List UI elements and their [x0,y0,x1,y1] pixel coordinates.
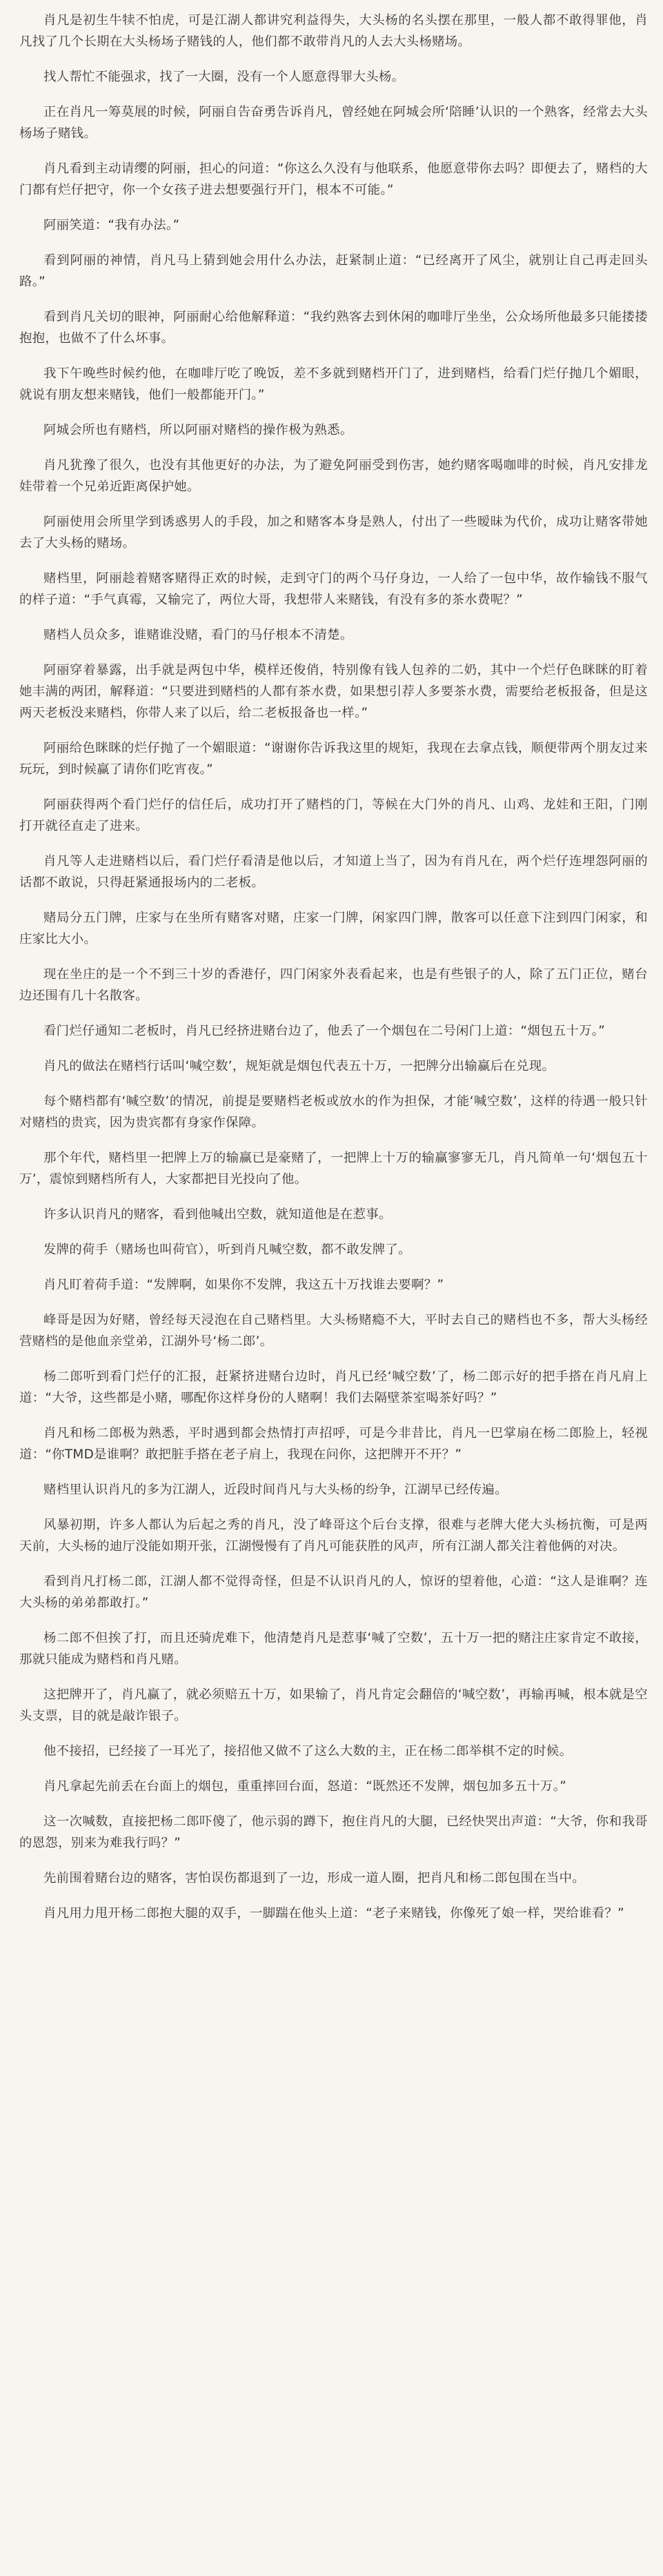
article-paragraph: 杨二郎听到看门烂仔的汇报，赶紧挤进赌台边时，肖凡已经‘喊空数’了，杨二郎示好的把手搭在肖凡肩上道：“大爷，这些都是小赌，哪配你这样身份的人赌啊！我们去隔壁茶室喝茶好吗？” [19,1369,648,1405]
article-paragraph: 这把牌开了，肖凡赢了，就必须赔五十万，如果输了，肖凡肯定会翻倍的‘喊空数’，再输再喊，根本就是空头支票，目的就是敲诈银子。 [19,1687,648,1723]
paragraph-gap [19,52,648,66]
paragraph-gap [19,1190,648,1204]
article-paragraph: 发牌的荷手（赌场也叫荷官），听到肖凡喊空数，都不敢发牌了。 [43,1242,411,1257]
paragraph-gap [19,724,648,737]
article-paragraph: 肖凡用力甩开杨二郎抱大腿的双手，一脚踹在他头上道：“老子来赌钱，你像死了娘一样，哭给谁看？” [43,1906,624,1921]
paragraph-gap [19,1797,648,1811]
article-paragraph: 找人帮忙不能强求，找了一大圈，没有一个人愿意得罪大头杨。 [43,70,405,84]
paragraph-gap [19,837,648,851]
article-paragraph: 肖凡是初生牛犊不怕虎，可是江湖人都讲究利益得失，大头杨的名头摆在那里，一般人都不敢得罪他，肖凡找了几个长期在大头杨场子赌钱的人，他们都不敢带肖凡的人去大头杨赌场。 [19,13,648,49]
article-paragraph: 杨二郎不但挨了打，而且还骑虎难下，他清楚肖凡是惹事‘喊了空数’，五十万一把的赌注庄家肯定不敢接，那就只能成为赌档和肖凡赌。 [19,1631,648,1667]
article-paragraph: 阿丽获得两个看门烂仔的信任后，成功打开了赌档的门，等候在大门外的肖凡、山鸡、龙娃和王阳，门刚打开就径直走了进来。 [19,797,648,833]
article-paragraph: 赌档人员众多，谁赌谁没赌，看门的马仔根本不清楚。 [43,628,353,642]
paragraph-gap [19,236,648,250]
paragraph-gap [19,406,648,419]
paragraph-gap [19,554,648,568]
article-paragraph: 看到阿丽的神情，肖凡马上猜到她会用什么办法，赶紧制止道：“已经离开了风尘，就别让自己再走回头路。” [19,253,648,289]
paragraph-gap [19,1133,648,1147]
article-paragraph: 看门烂仔通知二老板时，肖凡已经挤进赌台边了，他丢了一个烟包在二号闲门上道：“烟包五十万。” [43,1024,606,1038]
paragraph-gap [19,441,648,455]
article-paragraph: 肖凡犹豫了很久，也没有其他更好的办法，为了避免阿丽受到伤害，她约赌客喝咖啡的时候，肖凡安排龙娃带着一个兄弟近距离保护她。 [19,458,648,494]
paragraph-gap [19,780,648,794]
article-paragraph: 肖凡盯着荷手道：“发牌啊，如果你不发牌，我这五十万找谁去要啊？” [43,1278,444,1292]
top-gap [19,0,648,10]
article-paragraph: 峰哥是因为好赌，曾经每天浸泡在自己赌档里。大头杨赌瘾不大，平时去自己的赌档也不多，帮大头杨经营赌档的是他血亲堂弟，江湖外号‘杨二郎’。 [19,1313,648,1349]
article-paragraph: 肖凡看到主动请缨的阿丽，担心的问道：“你这么久没有与他联系，他愿意带你去吗？即便去了，赌档的大门都有烂仔把守，你一个女孩子进去想要强行开门，根本不可能。” [19,161,648,197]
article-paragraph: 阿丽使用会所里学到诱惑男人的手段，加之和赌客本身是熟人，付出了一些暧昧为代价，成功让赌客带她去了大头杨的赌场。 [19,515,648,551]
article-paragraph: 看到肖凡打杨二郎，江湖人都不觉得奇怪，但是不认识肖凡的人，惊讶的望着他，心道：“这人是谁啊？连大头杨的弟弟都敢打。” [19,1574,648,1610]
article-paragraph: 先前围着赌台边的赌客，害怕误伤都退到了一边，形成一道人圈，把肖凡和杨二郎包围在当中。 [43,1871,585,1885]
paragraph-gap [19,950,648,964]
paragraph-gap [19,1465,648,1479]
paragraph-gap [19,1614,648,1627]
paragraph-gap [19,1409,648,1423]
paragraph-gap [19,1260,648,1274]
paragraph-gap [19,1007,648,1020]
paragraph-gap [19,144,648,158]
paragraph-gap [19,1854,648,1867]
article-paragraph: 肖凡等人走进赌档以后，看门烂仔看清是他以后，才知道上当了，因为有肖凡在，两个烂仔连埋怨阿丽的话都不敢说，只得赶紧通报场内的二老板。 [19,854,648,890]
paragraph-gap [19,1557,648,1571]
paragraph-gap [19,1889,648,1903]
paragraph-gap [19,1727,648,1741]
article-paragraph: 肖凡拿起先前丢在台面上的烟包，重重摔回台面，怒道：“既然还不发牌，烟包加多五十万。” [43,1779,567,1794]
article-paragraph: 赌局分五门牌，庄家与在坐所有赌客对赌，庄家一门牌，闲家四门牌，散客可以任意下注到四门闲家，和庄家比大小。 [19,911,648,947]
paragraph-gap [19,611,648,624]
paragraph-gap [19,646,648,660]
article-paragraph: 赌档里认识肖凡的多为江湖人，近段时间肖凡与大头杨的纷争，江湖早已经传遍。 [43,1483,508,1497]
paragraph-gap [19,1042,648,1056]
article-paragraph: 肖凡的做法在赌档行话叫‘喊空数’，规矩就是烟包代表五十万，一把牌分出输赢后在兑现。 [43,1059,555,1073]
article-paragraph: 阿丽穿着暴露，出手就是两包中华，模样还俊俏，特别像有钱人包养的二奶，其中一个烂仔色眯眯的盯着她丰满的两团，解释道：“只要进到赌档的人都有茶水费，如果想引荐人多要茶水费，需要给老板报备，但是这两天老板没来赌档，你带人来了以后，给二老板报备也一样。” [19,663,648,720]
paragraph-gap [19,1500,648,1514]
paragraph-gap [19,1762,648,1776]
paragraph-gap [19,349,648,363]
article-paragraph: 阿丽给色眯眯的烂仔抛了一个媚眼道：“谢谢你告诉我这里的规矩，我现在去拿点钱，顺便带两个朋友过来玩玩，到时候赢了请你们吃宵夜。” [19,741,648,777]
paragraph-gap [19,1225,648,1239]
article-paragraph: 阿城会所也有赌档，所以阿丽对赌档的操作极为熟悉。 [43,423,353,437]
article-paragraph: 我下午晚些时候约他，在咖啡厅吃了晚饭，差不多就到赌档开门了，进到赌档，给看门烂仔抛几个媚眼，就说有朋友想来赌钱，他们一般都能开门。” [19,366,648,402]
article-paragraph: 那个年代，赌档里一把牌上万的输赢已是豪赌了，一把牌上十万的输赢寥寥无几，肖凡简单一句‘烟包五十万’，震惊到赌档所有人，大家都把目光投向了他。 [19,1151,648,1187]
paragraph-gap [19,88,648,101]
article-paragraph: 许多认识肖凡的赌客，看到他喊出空数，就知道他是在惹事。 [43,1207,392,1222]
article-paragraph: 肖凡和杨二郎极为熟悉，平时遇到都会热情打声招呼，可是今非昔比，肖凡一巴掌扇在杨二郎脸上，轻视道：“你TMD是谁啊？敢把脏手搭在老子肩上，我现在问你，这把牌开不开？” [19,1426,648,1462]
article-body [19,0,648,1924]
paragraph-gap [19,1077,648,1091]
paragraph-gap [19,1352,648,1366]
article-paragraph: 这一次喊数，直接把杨二郎吓傻了，他示弱的蹲下，抱住肖凡的大腿，已经快哭出声道：“大爷，你和我哥的恩怨，别来为难我行吗？” [19,1814,648,1850]
paragraph-gap [19,1670,648,1684]
article-paragraph: 正在肖凡一筹莫展的时候，阿丽自告奋勇告诉肖凡，曾经她在阿城会所‘陪睡’认识的一个熟客，经常去大头杨场子赌钱。 [19,105,648,141]
article-paragraph: 现在坐庄的是一个不到三十岁的香港仔，四门闲家外表看起来，也是有些银子的人，除了五门正位，赌台边还围有几十名散客。 [19,967,648,1003]
article-paragraph: 阿丽笑道：“我有办法。” [43,218,180,232]
article-paragraph: 赌档里，阿丽趁着赌客赌得正欢的时候，走到守门的两个马仔身边，一人给了一包中华，故作输钱不服气的样子道：“手气真霉，又输完了，两位大哥，我想带人来赌钱，有没有多的茶水费呢？” [19,571,648,607]
paragraph-gap [19,201,648,215]
article-paragraph: 每个赌档都有‘喊空数’的情况，前提是要赌档老板或放水的作为担保，才能‘喊空数’，这样的待遇一般只针对赌档的贵宾，因为贵宾都有身家作保障。 [19,1094,648,1130]
article-paragraph: 风暴初期，许多人都认为后起之秀的肖凡，没了峰哥这个后台支撑，很难与老牌大佬大头杨抗衡，可是两天前，大头杨的迪厅没能如期开张，江湖慢慢有了肖凡可能获胜的风声，所有江湖人都关注着他俩的对决。 [19,1518,648,1554]
paragraph-gap [19,293,648,306]
paragraph-gap [19,893,648,907]
paragraph-gap [19,1296,648,1309]
article-paragraph: 看到肖凡关切的眼神，阿丽耐心给他解释道：“我约熟客去到休闲的咖啡厅坐坐，公众场所他最多只能搂搂抱抱，也做不了什么坏事。 [19,310,648,346]
paragraph-gap [19,497,648,511]
article-paragraph: 他不接招，已经接了一耳光了，接招他又做不了这么大数的主，正在杨二郎举棋不定的时候。 [43,1744,573,1758]
